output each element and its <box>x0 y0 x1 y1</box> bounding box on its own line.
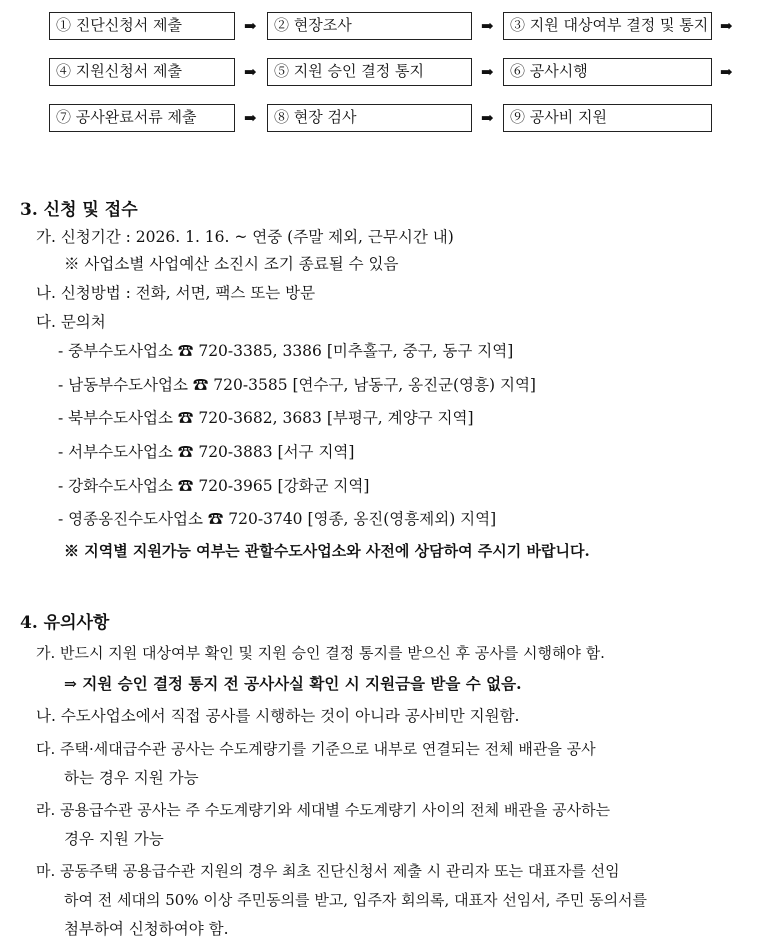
notice-ga: 가. 반드시 지원 대상여부 확인 및 지원 승인 결정 통지를 받으신 후 공사를 시행해야 함. <box>36 644 605 662</box>
notice-ma-cont: 하여 전 세대의 50% 이상 주민동의를 받고, 입주자 회의록, 대표자 선임서, 주민 동의서를 <box>64 891 648 909</box>
contacts-label: 다. 문의처 <box>36 313 106 331</box>
notice-ra: 라. 공용급수관 공사는 주 수도계량기와 세대별 수도계량기 사이의 전체 배관을 공사하는 <box>36 801 611 819</box>
notice-da-cont: 하는 경우 지원 가능 <box>64 769 199 787</box>
flow-step-3: ③ 지원 대상여부 결정 및 통지 <box>503 12 712 40</box>
notice-da: 다. 주택·세대급수관 공사는 수도계량기를 기준으로 내부로 연결되는 전체 배관을 공사 <box>36 740 596 758</box>
arrow-right-icon: ➡ <box>720 63 733 81</box>
flow-row-3 <box>0 104 779 134</box>
flow-row-2 <box>0 58 779 88</box>
arrow-right-icon: ➡ <box>481 109 494 127</box>
flow-step-8: ⑧ 현장 검사 <box>267 104 472 132</box>
application-method: 나. 신청방법 : 전화, 서면, 팩스 또는 방문 <box>36 284 316 302</box>
contact-item: - 중부수도사업소 ☎ 720-3385, 3386 [미추홀구, 중구, 동구 지역] <box>58 342 514 360</box>
arrow-right-icon: ➡ <box>244 17 257 35</box>
arrow-right-icon: ➡ <box>720 17 733 35</box>
arrow-right-icon: ➡ <box>244 109 257 127</box>
flow-step-5: ⑤ 지원 승인 결정 통지 <box>267 58 472 86</box>
flow-step-4: ④ 지원신청서 제출 <box>49 58 235 86</box>
flow-step-9: ⑨ 공사비 지원 <box>503 104 712 132</box>
section-4-heading: 4. 유의사항 <box>20 613 110 633</box>
arrow-right-icon: ➡ <box>481 17 494 35</box>
contact-item: - 북부수도사업소 ☎ 720-3682, 3683 [부평구, 계양구 지역] <box>58 409 474 427</box>
arrow-right-icon: ➡ <box>244 63 257 81</box>
flow-step-7: ⑦ 공사완료서류 제출 <box>49 104 235 132</box>
application-period: 가. 신청기간 : 2026. 1. 16. ~ 연중 (주말 제외, 근무시간 내) <box>36 228 454 246</box>
contact-item: - 남동부수도사업소 ☎ 720-3585 [연수구, 남동구, 옹진군(영흥) 지역] <box>58 376 536 394</box>
region-note: ※ 지역별 지원가능 여부는 관할수도사업소와 사전에 상담하여 주시기 바랍니다. <box>64 542 590 560</box>
notice-na: 나. 수도사업소에서 직접 공사를 시행하는 것이 아니라 공사비만 지원함. <box>36 707 520 725</box>
section-3-heading: 3. 신청 및 접수 <box>20 200 138 220</box>
contact-item: - 서부수도사업소 ☎ 720-3883 [서구 지역] <box>58 443 355 461</box>
flow-step-6: ⑥ 공사시행 <box>503 58 712 86</box>
notice-ma: 마. 공동주택 공용급수관 지원의 경우 최초 진단신청서 제출 시 관리자 또는 대표자를 선임 <box>36 862 620 880</box>
flow-step-1: ① 진단신청서 제출 <box>49 12 235 40</box>
budget-note: ※ 사업소별 사업예산 소진시 조기 종료될 수 있음 <box>64 255 399 273</box>
notice-ra-cont: 경우 지원 가능 <box>64 830 164 848</box>
notice-ma-cont: 첨부하여 신청하여야 함. <box>64 920 229 938</box>
flow-row-1 <box>0 12 779 42</box>
flow-step-2: ② 현장조사 <box>267 12 472 40</box>
notice-ga-sub: ⇒ 지원 승인 결정 통지 전 공사사실 확인 시 지원금을 받을 수 없음. <box>64 674 522 693</box>
contact-item: - 강화수도사업소 ☎ 720-3965 [강화군 지역] <box>58 477 370 495</box>
contact-item: - 영종옹진수도사업소 ☎ 720-3740 [영종, 옹진(영흥제외) 지역] <box>58 510 497 528</box>
arrow-right-icon: ➡ <box>481 63 494 81</box>
